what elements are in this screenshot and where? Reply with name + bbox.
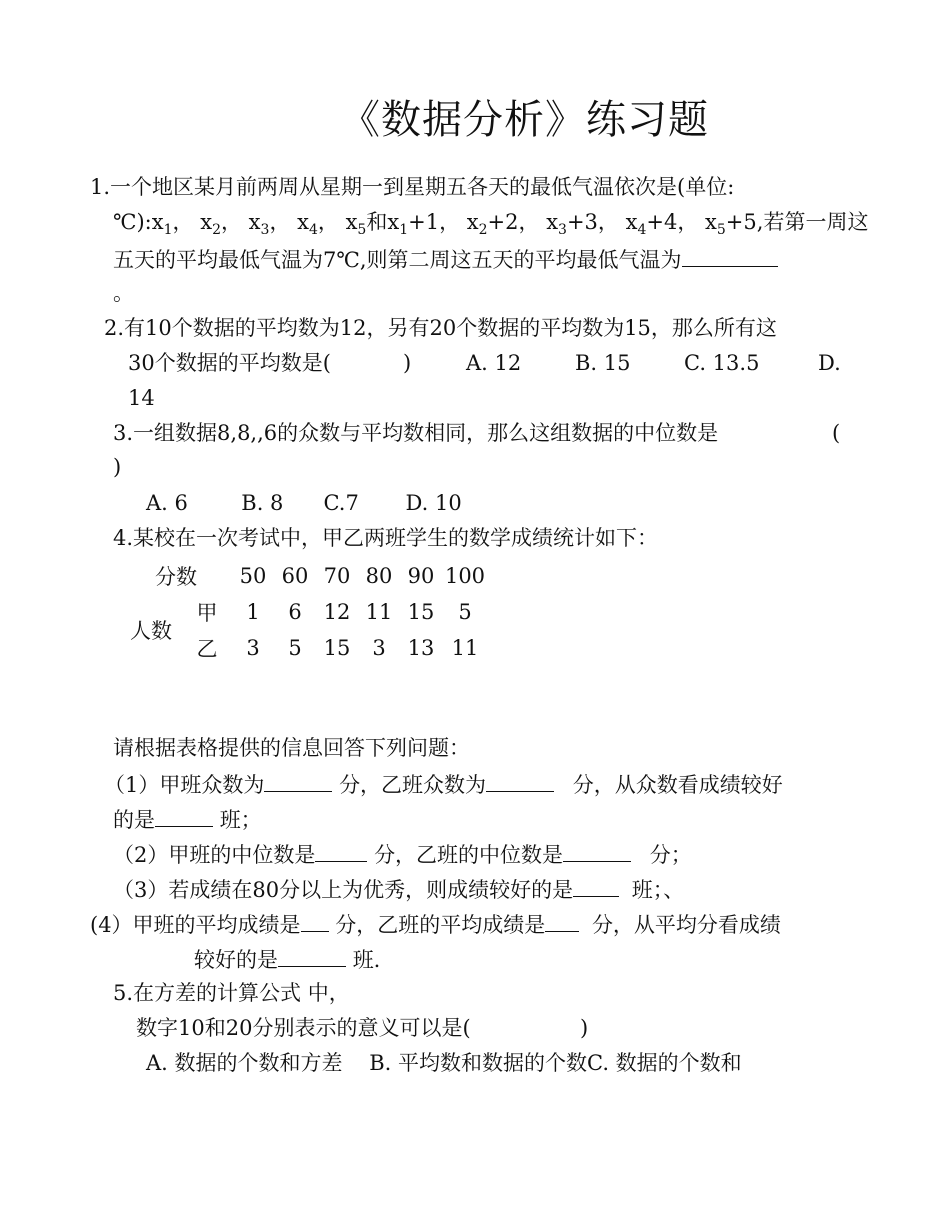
table-cell: 12: [323, 600, 351, 624]
q4-line1: 4.某校在一次考试中，甲乙两班学生的数学成绩统计如下：: [113, 526, 659, 550]
score-header-cell: 50: [239, 564, 267, 588]
q5-line2: 数字10和20分别表示的意义可以是(: [136, 1016, 471, 1040]
q2-option-b: B. 15: [575, 351, 631, 375]
q2-option-d: D.: [818, 351, 841, 375]
table-cell: 11: [451, 636, 479, 660]
count-group-label: 人数: [130, 619, 172, 643]
q4-sub1-cont: 的是 班；: [113, 808, 262, 832]
q4-sub1: （1）甲班众数为 分，乙班众数为 分，从众数看成绩较好: [104, 773, 783, 797]
q1-line1: 1.一个地区某月前两周从星期一到星期五各天的最低气温依次是(单位:: [90, 175, 735, 199]
q2-line1: 2.有10个数据的平均数为12，另有20个数据的平均数为15，那么所有这: [104, 316, 777, 340]
table-cell: 3: [246, 636, 260, 660]
q1-line2: $℃):x_1$， $x_2$， $x_3$， $x_4$， $x_5$和$x_1+1$， $x_2+2$， $x_3+3$， $x_4+4$， $x_5+5$,若第一周这: [113, 210, 869, 238]
score-header-label: 分数: [155, 565, 197, 589]
score-header-cell: 80: [365, 564, 393, 588]
q3-paren-open: (: [832, 421, 841, 445]
score-header-cell: 90: [407, 564, 435, 588]
q2-line2: 30个数据的平均数是(: [128, 351, 331, 375]
table-cell: 3: [372, 636, 386, 660]
q2-paren-close: ): [403, 351, 412, 375]
answer-blank[interactable]: [301, 913, 329, 932]
answer-blank[interactable]: [155, 808, 213, 827]
q1-line3: 五天的平均最低气温为7℃,则第二周这五天的平均最低气温为: [113, 248, 778, 271]
q2-option-c: C. 13.5: [684, 351, 760, 375]
table-cell: 1: [246, 600, 260, 624]
table-cell: 13: [407, 636, 435, 660]
answer-blank[interactable]: [573, 878, 619, 897]
q4-sub2: （2）甲班的中位数是 分，乙班的中位数是 分；: [113, 843, 692, 867]
page-title: 《数据分析》练习题: [340, 97, 709, 143]
answer-blank[interactable]: [264, 773, 332, 792]
q3-options: A. 6 B. 8 C.7 D. 10: [146, 491, 462, 515]
q4-sub4: (4）甲班的平均成绩是 分，乙班的平均成绩是 分，从平均分看成绩: [90, 913, 781, 937]
q5-paren-close: ): [580, 1016, 589, 1040]
q1-line4: 。: [113, 281, 134, 305]
score-header-cell: 70: [323, 564, 351, 588]
table-row: [120, 594, 488, 630]
answer-blank[interactable]: [278, 948, 346, 967]
table-cell: 15: [323, 636, 351, 660]
q2-line3: 14: [128, 386, 155, 410]
q5-line1: 5.在方差的计算公式 中，: [113, 981, 350, 1005]
q1-unit: ℃):: [113, 210, 152, 234]
q4-prompt: 请根据表格提供的信息回答下列问题：: [113, 736, 470, 760]
q1-answer-blank[interactable]: [682, 248, 778, 267]
score-header-cell: 60: [281, 564, 309, 588]
q3-line1: 3.一组数据8,8,,6的众数与平均数相同，那么这组数据的中位数是: [113, 421, 719, 445]
q3-line2: ): [113, 455, 122, 479]
answer-blank[interactable]: [315, 843, 367, 862]
score-table: [120, 558, 488, 666]
table-cell: 15: [407, 600, 435, 624]
table-cell: 5: [458, 600, 472, 624]
score-header-cell: 100: [444, 564, 486, 588]
answer-blank[interactable]: [486, 773, 554, 792]
q5-options: A. 数据的个数和方差 B. 平均数和数据的个数C. 数据的个数和: [146, 1051, 742, 1075]
table-cell: 5: [288, 636, 302, 660]
table-cell: 11: [365, 600, 393, 624]
q2-option-a: A. 12: [466, 351, 522, 375]
class-name: 乙: [196, 637, 218, 661]
table-cell: 6: [288, 600, 302, 624]
answer-blank[interactable]: [545, 913, 579, 932]
answer-blank[interactable]: [563, 843, 631, 862]
table-row: [120, 558, 488, 594]
q4-sub3: （3）若成绩在80分以上为优秀，则成绩较好的是 班；、: [113, 878, 685, 902]
q4-sub4-cont: 较好的是 班.: [194, 948, 381, 972]
class-name: 甲: [196, 601, 218, 625]
